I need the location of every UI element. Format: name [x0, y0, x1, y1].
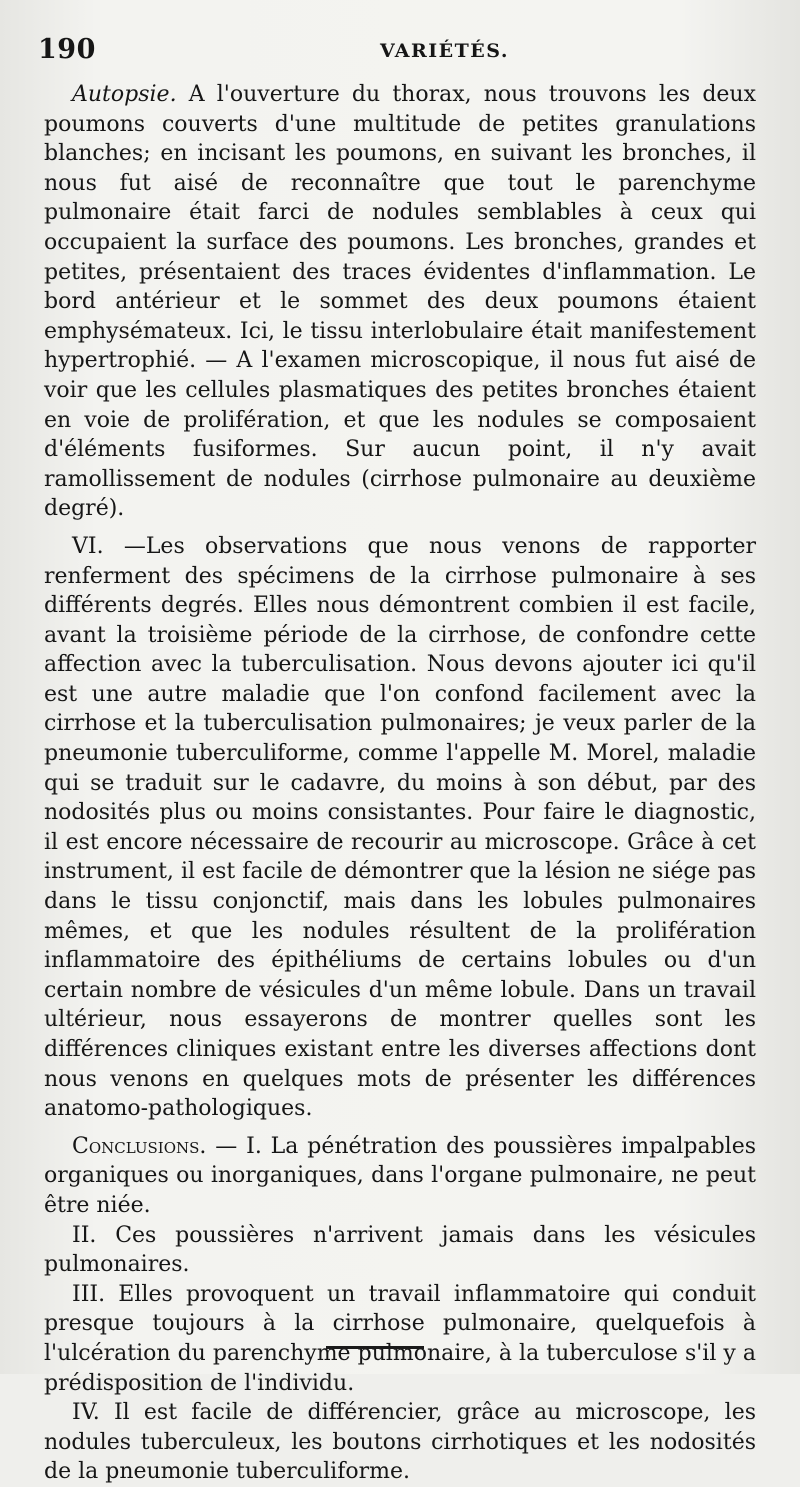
paragraph-text: —Les observations que nous venons de rapporter renferment des spécimens de la cirrhose pulmonaire à ses différents degrés. Elles nous démontrent combien il est facile, avant la troisième période de la cirrhose, de confondre cette affection avec la tuberculisation. Nous devons ajouter ici qu'il est une autre maladie que l'on confond facilement avec la cirrhose et la tuberculisation pulmonaires; je veux parler de la pneumonie tuberculiforme, comme l'appelle M. Morel, maladie qui se traduit sur le cadavre, du moins à son début, par des nodosités plus ou moins consistantes. Pour faire le diagnostic, il est encore nécessaire de recourir au microscope. Grâce à cet instrument, il est facile de démontrer que la lésion ne siége pas dans le tissu conjonctif, mais dans les lobules pulmonaires mêmes, et que les nodules résultent de la prolifération inflammatoire des épithéliums de certains lobules ou d'un certain nombre de vésicules d'un même lobule. Dans un travail ultérieur, nous essayerons de montrer quelles sont les différences cliniques existant entre les diverses affections dont nous venons en quelques mots de présenter les différences anatomo-pathologiques. [44, 533, 756, 1122]
paragraph-autopsie [44, 80, 756, 524]
paragraph-text: Il est facile de différencier, grâce au microscope, les nodules tuberculeux, les boutons cirrhotiques et les nodosités de la pneumonie tuberculiforme. [44, 1400, 756, 1485]
end-rule [326, 1346, 424, 1349]
paragraph-text: Ces poussières n'arrivent jamais dans les vésicules pulmonaires. [44, 1222, 756, 1278]
paragraph-text: A l'ouverture du thorax, nous trouvons les deux poumons couverts d'une multitude de petites granulations blanches; en incisant les poumons, en suivant les bronches, il nous fut aisé de reconnaître que tout le parenchyme pulmonaire était farci de nodules semblables à ceux qui occupaient la surface des poumons. Les bronches, grandes et petites, présentaient des traces évidentes d'inflammation. Le bord antérieur et le sommet des deux poumons étaient emphysémateux. Ici, le tissu interlobulaire était manifestement hypertrophié. — A l'examen microscopique, il nous fut aisé de voir que les cellules plasmatiques des petites bronches étaient en voie de prolifération, et que les nodules se composaient d'éléments fusiformes. Sur aucun point, il n'y avait ramollissement de nodules (cirrhose pulmonaire au deuxième degré). [44, 82, 756, 522]
paragraph-conclusion-iii [44, 1280, 756, 1398]
paragraph-lead: III. [72, 1281, 106, 1307]
paragraph-conclusion-ii [44, 1221, 756, 1280]
paragraph-lead: Autopsie. [72, 82, 177, 107]
paragraph-lead: VI. [72, 533, 104, 559]
paragraph-text: Elles provoquent un travail inflammatoire qui conduit presque toujours à la cirrhose pulmonaire, quelquefois à l'ulcération du parenchyme pulmonaire, à la tuberculose s'il y a prédisposition de l'individu. [44, 1281, 756, 1396]
paragraph-conclusion-iv [44, 1398, 756, 1487]
page-header [38, 34, 758, 70]
paragraph-conclusions [44, 1132, 756, 1221]
body-text [44, 80, 756, 1487]
running-title: VARIÉTÉS. [380, 40, 509, 62]
paragraph-lead: IV. [72, 1400, 100, 1426]
paragraph-text: — I. La pénétration des poussières impalpables organiques ou inorganiques, dans l'organe pulmonaire, ne peut être niée. [44, 1133, 756, 1218]
paragraph-lead: Conclusions. [72, 1133, 207, 1159]
paragraph-section-vi [44, 532, 756, 1124]
paragraph-lead: II. [72, 1222, 97, 1248]
page-number: 190 [38, 34, 96, 65]
